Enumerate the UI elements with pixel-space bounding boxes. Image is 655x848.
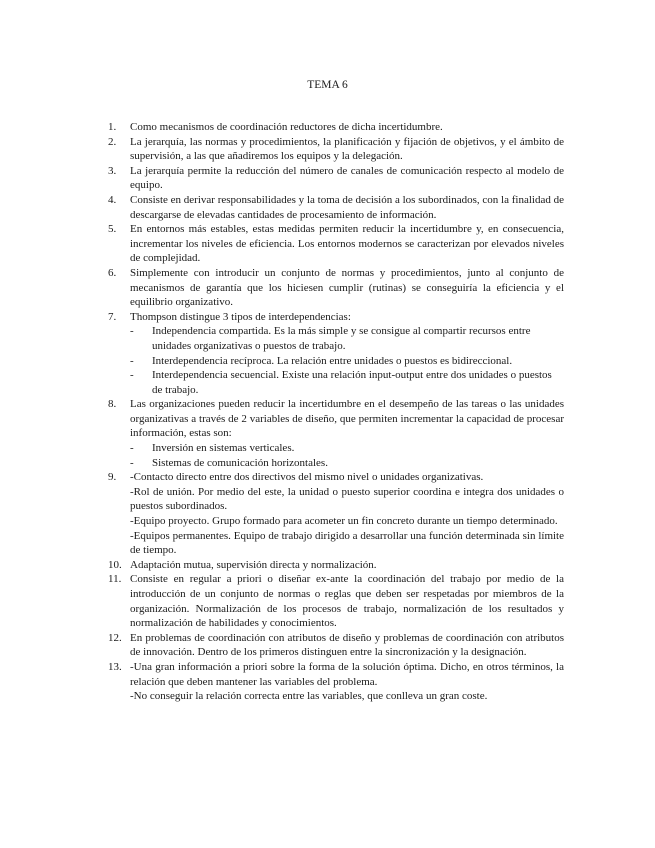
item-number: 5.: [108, 223, 117, 236]
sub-item: [130, 456, 564, 471]
item-number: 2.: [108, 135, 117, 148]
item-text: Adaptación mutua, supervisión directa y normalización.: [130, 558, 377, 571]
item-continuation: -Equipos permanentes. Equipo de trabajo dirigido a desarrollar una función determinada sin límite de tiempo.: [130, 529, 564, 557]
item-text: Las organizaciones pueden reducir la incertidumbre en el desempeño de las tareas o las unidades organizativas a través de 2 variables de diseño, que permiten incrementar la capacidad de procesar información, estas son:: [130, 398, 564, 440]
dash-bullet: -: [130, 369, 134, 382]
item-number: 9.: [108, 471, 117, 484]
dash-bullet: -: [130, 325, 134, 338]
item-text: -Una gran información a priori sobre la forma de la solución óptima. Dicho, en otros términos, la relación que deben mantener las variables del problema.: [130, 660, 564, 688]
sub-item: [130, 441, 564, 456]
sub-item-text: Inversión en sistemas verticales.: [152, 442, 295, 455]
item-number: 7.: [108, 310, 117, 323]
item-text: Thompson distingue 3 tipos de interdependencias:: [130, 310, 351, 323]
list-item: [108, 470, 564, 558]
item-text: Consiste en derivar responsabilidades y la toma de decisión a los subordinados, con la finalidad de descargarse de elevadas cantidades de procesamiento de información.: [130, 193, 564, 221]
list-item: [108, 631, 564, 660]
sub-item-text: Interdependencia secuencial. Existe una relación input-output entre dos unidades o puestos de trabajo.: [152, 369, 552, 396]
list-item: [108, 572, 564, 630]
item-continuation: -No conseguir la relación correcta entre las variables, que conlleva un gran coste.: [130, 690, 488, 703]
answer-list: [108, 120, 564, 704]
list-item: [108, 135, 564, 164]
page-title: TEMA 6: [307, 79, 348, 91]
dash-bullet: -: [130, 442, 134, 455]
item-number: 1.: [108, 121, 117, 133]
sub-item: [130, 324, 564, 353]
list-item: [108, 193, 564, 222]
item-number: 12.: [108, 631, 122, 644]
item-text: En problemas de coordinación con atributos de diseño y problemas de coordinación con atributos de innovación. Dentro de los primeros distinguen entre la sincronización y la designación.: [130, 631, 564, 659]
list-item: [108, 120, 564, 135]
list-item: [108, 266, 564, 310]
item-text: Consiste en regular a priori o diseñar ex-ante la coordinación del trabajo por medio de la introducción de un conjunto de normas o reglas que deben ser respetadas por miembros de la organización. Normalización de los procesos de trabajo, normalización de los resultados y normalización de habilidades y conocimientos.: [130, 573, 564, 630]
dash-bullet: -: [130, 456, 134, 469]
item-text: Como mecanismos de coordinación reductores de dicha incertidumbre.: [130, 121, 443, 133]
list-item: [108, 397, 564, 470]
dash-bullet: -: [130, 354, 134, 367]
list-item: [108, 558, 564, 573]
item-text: Simplemente con introducir un conjunto de normas y procedimientos, junto al conjunto de mecanismos de garantía que los hiciesen cumplir (rutinas) se conseguiría la eficiencia y el equilibrio organizativo.: [130, 266, 564, 309]
item-number: 13.: [108, 660, 122, 673]
item-text: La jerarquía permite la reducción del número de canales de comunicación respecto al modelo de equipo.: [130, 164, 564, 192]
item-number: 6.: [108, 266, 117, 279]
sub-item: [130, 368, 564, 397]
sub-item: [130, 354, 564, 369]
item-continuation: -Rol de unión. Por medio del este, la unidad o puesto superior coordina e integra dos unidades o puestos subordinados.: [130, 485, 564, 513]
sub-item-text: Interdependencia recíproca. La relación entre unidades o puestos es bidireccional.: [152, 354, 513, 367]
list-item: [108, 660, 564, 704]
item-continuation: -Equipo proyecto. Grupo formado para acometer un fin concreto durante un tiempo determinado.: [130, 515, 558, 528]
item-number: 8.: [108, 398, 117, 411]
sub-item-text: Sistemas de comunicación horizontales.: [152, 456, 328, 469]
item-text: -Contacto directo entre dos directivos del mismo nivel o unidades organizativas.: [130, 471, 484, 484]
item-number: 10.: [108, 558, 122, 571]
item-text: La jerarquía, las normas y procedimientos, la planificación y fijación de objetivos, y el ámbito de supervisión, a las que añadiremos los equipos y la delegación.: [130, 135, 564, 163]
item-text: En entornos más estables, estas medidas permiten reducir la incertidumbre y, en consecuencia, incrementar los niveles de eficiencia. Los entornos modernos se caracterizan por elevados niveles de complejidad.: [130, 223, 564, 265]
item-number: 11.: [108, 573, 122, 586]
list-item: [108, 164, 564, 193]
item-number: 3.: [108, 164, 117, 177]
list-item: [108, 222, 564, 266]
sub-item-text: Independencia compartida. Es la más simple y se consigue al compartir recursos entre unidades organizativas o puestos de trabajo.: [152, 325, 531, 352]
list-item: [108, 310, 564, 398]
item-number: 4.: [108, 193, 117, 206]
